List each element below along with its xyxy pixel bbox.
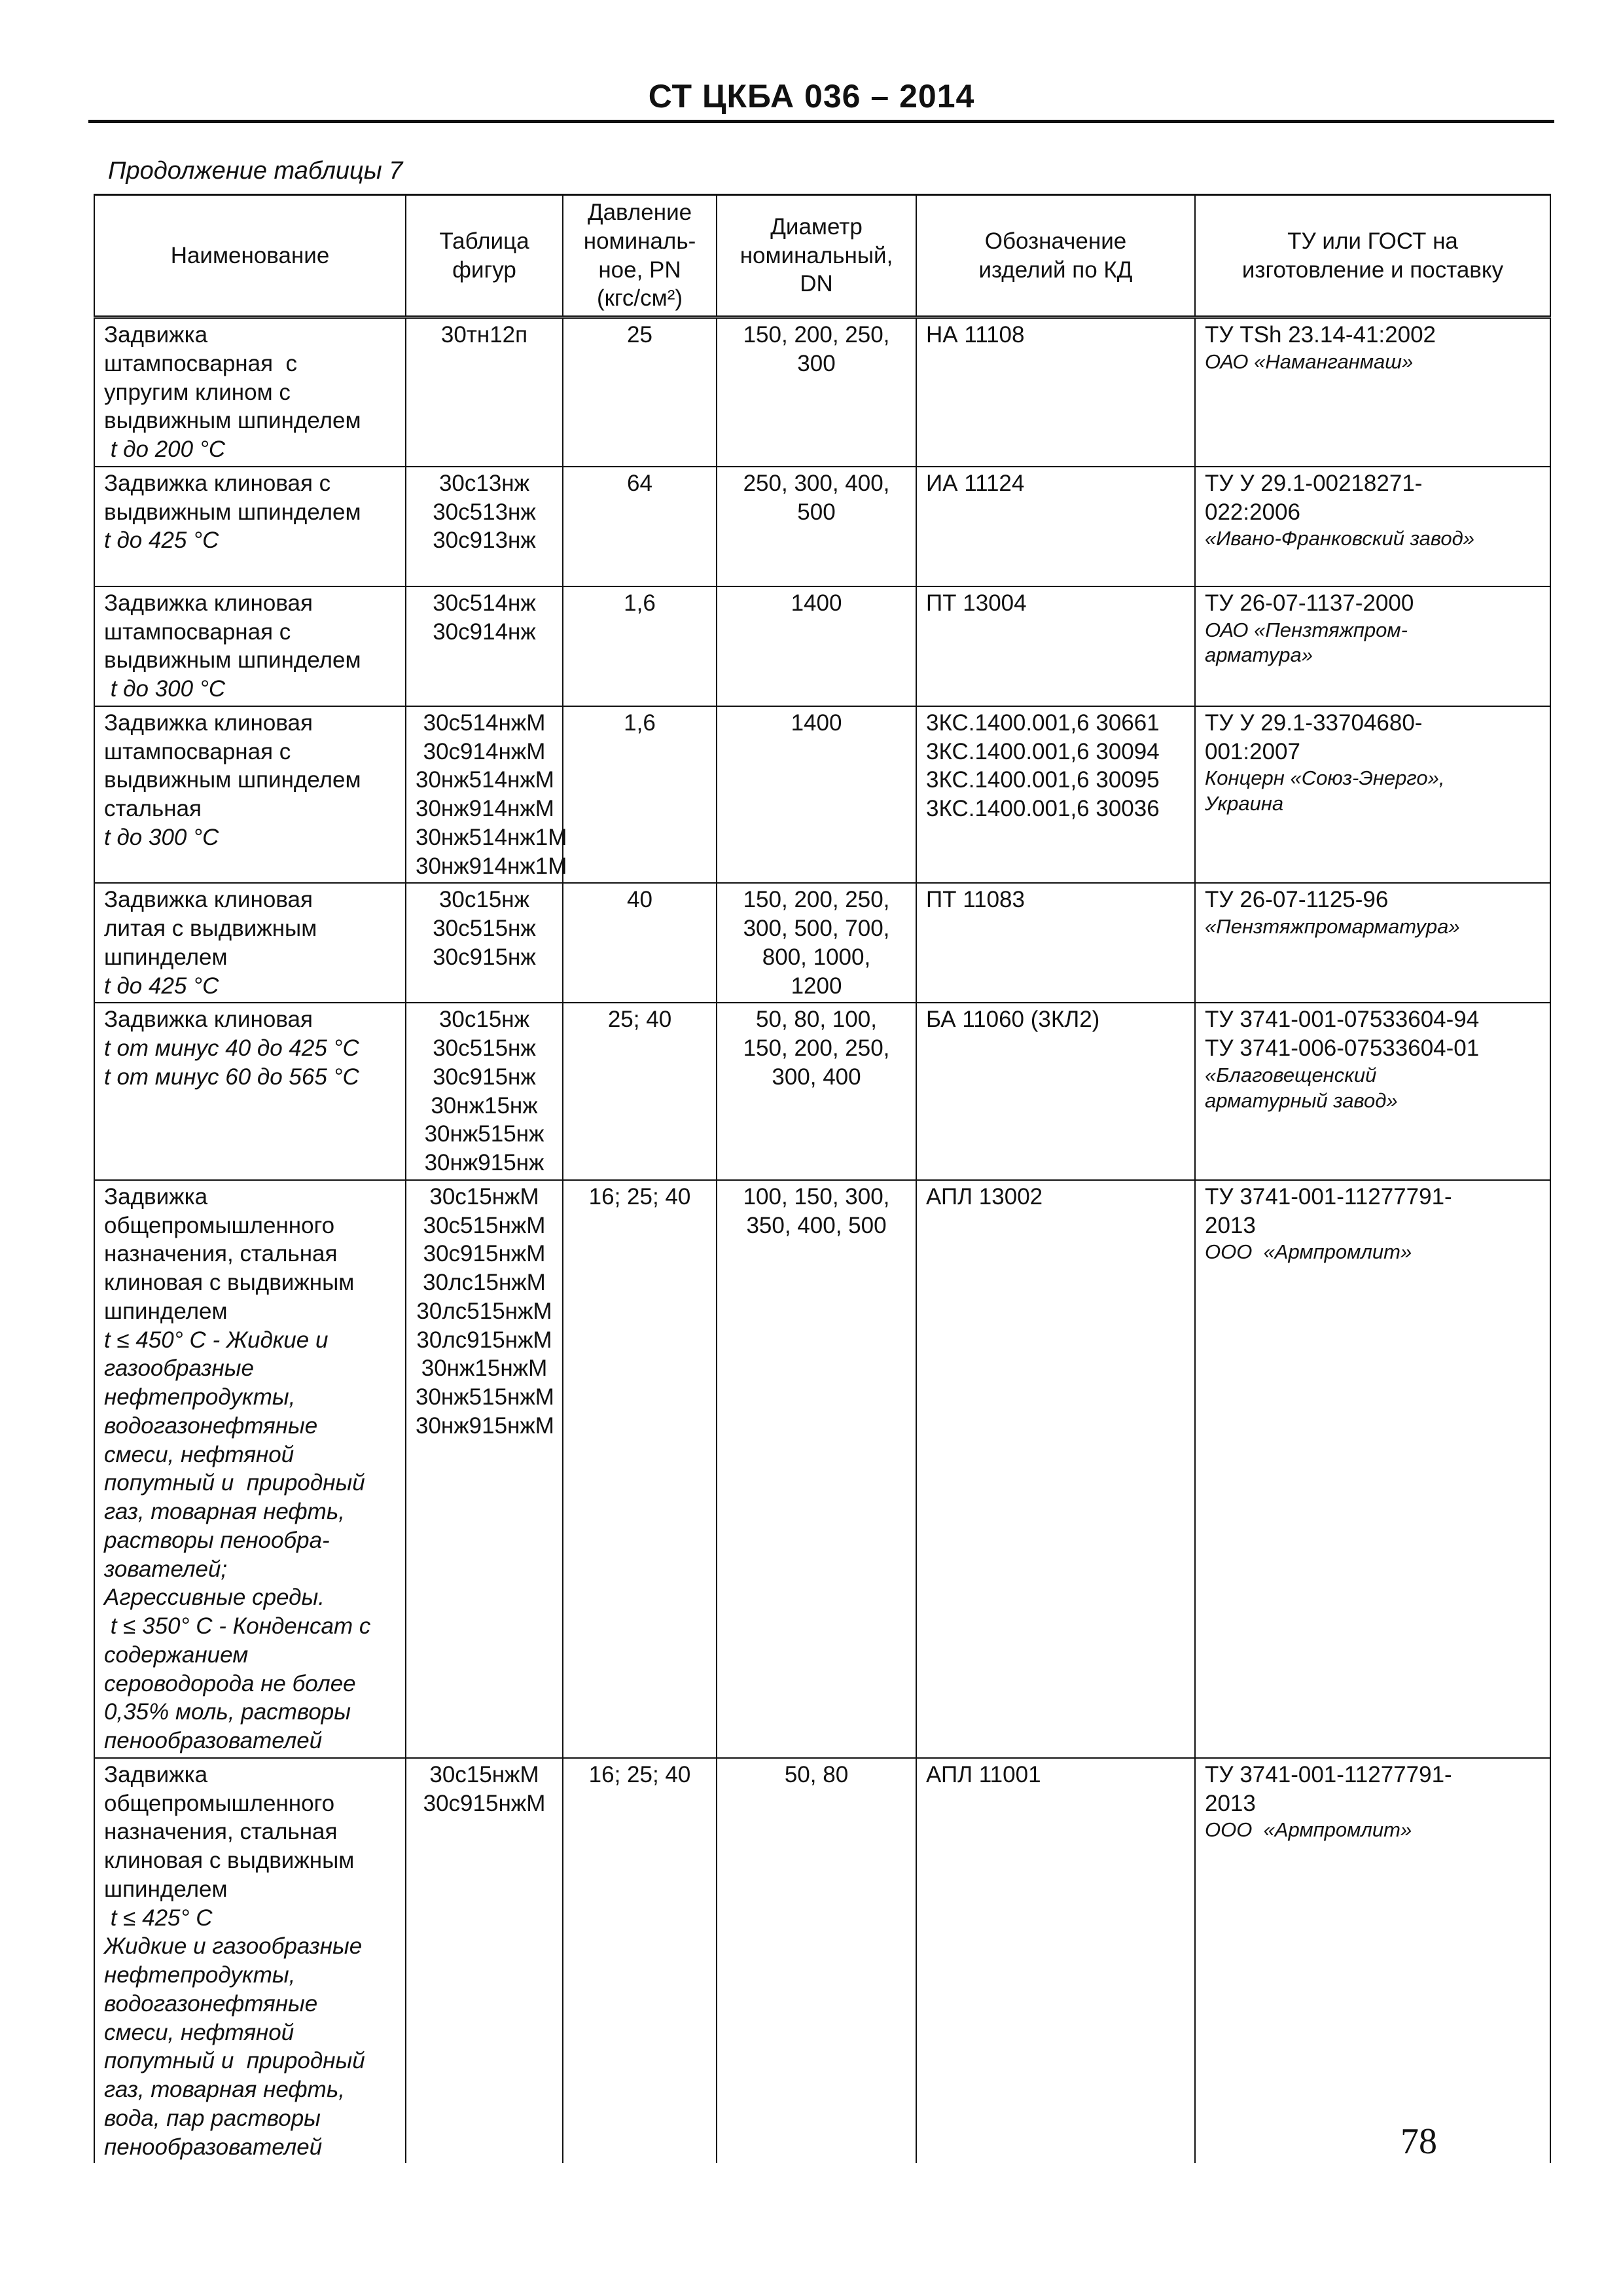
name-line: t ≤ 425° С <box>104 1905 213 1931</box>
cell-diameter <box>717 317 916 467</box>
spec-line: «Ивано-Франковский завод» <box>1205 527 1474 550</box>
header-line: Таблица <box>439 228 529 254</box>
cell-designation <box>916 883 1195 1003</box>
diameter-line: 50, 80, 100, <box>756 1007 877 1033</box>
pressure-value: 16; 25; 40 <box>588 1183 691 1210</box>
name-line: t от минус 40 до 425 °С <box>104 1035 359 1061</box>
figure-line: 30нж514нж1М <box>416 824 567 850</box>
name-line: пенообразователей <box>104 1728 323 1753</box>
name-line: попутный и природный <box>104 1470 365 1496</box>
header-line: изделий по КД <box>978 257 1133 283</box>
name-line: Задвижка <box>104 322 208 348</box>
figure-line: 30нж514нжМ <box>416 767 554 793</box>
spec-line: ТУ 3741-006-07533604-01 <box>1205 1035 1480 1061</box>
spec-line: Украина <box>1205 792 1284 815</box>
designation-line: БА 11060 (3КЛ2) <box>926 1007 1100 1033</box>
diameter-line: 1400 <box>791 709 842 736</box>
cell-designation <box>916 1758 1195 2164</box>
designation-line: 3КС.1400.001,6 30095 <box>926 767 1160 793</box>
diameter-line: 800, 1000, <box>762 944 871 970</box>
figure-line: 30с15нж <box>438 887 530 913</box>
cell-designation <box>916 1003 1195 1180</box>
name-line: t до 200 °С <box>104 437 226 462</box>
name-line: t до 425 °С <box>104 528 219 554</box>
header-line: ТУ или ГОСТ на <box>1287 228 1458 254</box>
page-number: 78 <box>1400 2121 1437 2162</box>
pressure-value: 25 <box>627 322 652 348</box>
figure-line: 30с914нжМ <box>423 738 546 764</box>
cell-name <box>94 1003 406 1180</box>
cell-pressure <box>563 317 717 467</box>
table-row <box>94 1758 1550 2164</box>
name-line: Агрессивные среды. <box>104 1585 325 1611</box>
spec-line: ООО «Армпромлит» <box>1205 1240 1412 1264</box>
figure-line: 30тн12п <box>440 322 528 348</box>
figure-line: 30лс515нжМ <box>416 1298 552 1324</box>
diameter-line: 150, 200, 250, <box>743 322 890 348</box>
table-row <box>94 1180 1550 1758</box>
cell-designation <box>916 317 1195 467</box>
cell-figures <box>406 706 567 884</box>
diameter-line: 150, 200, 250, <box>743 1035 890 1061</box>
designation-line: 3КС.1400.001,6 30094 <box>926 738 1160 764</box>
diameter-line: 300, 500, 700, <box>743 916 890 941</box>
figure-line: 30нж15нжМ <box>421 1355 548 1382</box>
spec-line: ОАО «Пензтяжпром- <box>1205 618 1408 641</box>
name-line: штампосварная с <box>104 738 291 764</box>
header-line: DN <box>800 271 833 297</box>
figure-line: 30нж515нж <box>424 1121 544 1147</box>
name-line: клиновая с выдвижным <box>104 1848 355 1873</box>
name-line: вода, пар растворы <box>104 2105 321 2131</box>
name-line: клиновая с выдвижным <box>104 1270 355 1295</box>
header-line: фигур <box>452 257 516 283</box>
name-line: газ, товарная нефть, <box>104 2077 345 2102</box>
name-line: Задвижка клиновая <box>104 887 313 913</box>
figure-line: 30с15нжМ <box>429 1761 539 1787</box>
figure-line: 30с915нжМ <box>423 1790 546 1816</box>
cell-designation <box>916 586 1195 706</box>
spec-line: 2013 <box>1205 1790 1256 1816</box>
name-line: t от минус 60 до 565 °С <box>104 1064 359 1090</box>
header-line: Диаметр <box>770 213 863 240</box>
figure-line: 30с914нж <box>433 619 536 645</box>
cell-name <box>94 706 406 884</box>
designation-line: 3КС.1400.001,6 30036 <box>926 796 1160 821</box>
name-line: t ≤ 450° С - Жидкие и <box>104 1327 329 1353</box>
designation-line: ИА 11124 <box>926 470 1025 496</box>
cell-spec <box>1195 706 1550 884</box>
cell-name <box>94 883 406 1003</box>
name-line: содержанием <box>104 1641 249 1668</box>
name-line: выдвижным шпинделем <box>104 647 361 673</box>
figure-line: 30с514нж <box>433 590 536 616</box>
header-spec <box>1195 195 1550 317</box>
figure-line: 30нж914нжМ <box>416 796 554 821</box>
cell-pressure <box>563 586 717 706</box>
figure-line: 30с915нж <box>433 944 536 970</box>
valves-table <box>94 194 1551 2163</box>
cell-figures <box>406 1180 563 1758</box>
figure-line: 30с15нж <box>438 1007 530 1033</box>
cell-figures <box>406 1003 563 1180</box>
name-line: шпинделем <box>104 1876 228 1902</box>
name-line: литая с выдвижным <box>104 916 317 941</box>
name-line: назначения, стальная <box>104 1241 338 1267</box>
name-line: штампосварная с <box>104 350 297 376</box>
diameter-line: 350, 400, 500 <box>746 1212 887 1238</box>
figure-line: 30с15нжМ <box>429 1183 539 1210</box>
diameter-line: 1400 <box>791 590 842 616</box>
cell-pressure <box>563 1758 717 2164</box>
name-line: шпинделем <box>104 1298 228 1324</box>
header-line: изготовление и поставку <box>1241 257 1504 283</box>
diameter-line: 50, 80 <box>784 1761 849 1787</box>
cell-designation <box>916 467 1195 586</box>
name-line: t ≤ 350° С - Конденсат с <box>104 1613 371 1639</box>
spec-line: ТУ У 29.1-00218271- <box>1205 470 1423 496</box>
name-line: Задвижка клиновая <box>104 709 313 736</box>
designation-line: ПТ 13004 <box>926 590 1027 616</box>
cell-diameter <box>717 467 916 586</box>
name-line: 0,35% моль, растворы <box>104 1699 351 1725</box>
spec-line: ТУ 26-07-1125-96 <box>1205 887 1389 913</box>
name-line: стальная <box>104 796 202 821</box>
name-line: нефтепродукты, <box>104 1962 296 1988</box>
spec-line: ТУ 3741-001-11277791- <box>1205 1183 1452 1210</box>
spec-line: Концерн «Союз-Энерго», <box>1205 766 1445 790</box>
cell-name <box>94 586 406 706</box>
cell-diameter <box>717 586 916 706</box>
header-designation <box>916 195 1195 317</box>
header-diameter <box>717 195 916 317</box>
name-line: водогазонефтяные <box>104 1990 318 2017</box>
cell-designation <box>916 706 1195 884</box>
figure-line: 30с514нжМ <box>423 709 546 736</box>
cell-diameter <box>717 1180 916 1758</box>
name-line: t до 300 °С <box>104 824 219 850</box>
cell-designation <box>916 1180 1195 1758</box>
figure-line: 30с913нж <box>433 528 536 554</box>
diameter-line: 150, 200, 250, <box>743 887 890 913</box>
spec-line: 022:2006 <box>1205 499 1300 525</box>
spec-line: ООО «Армпромлит» <box>1205 1818 1412 1842</box>
cell-diameter <box>717 883 916 1003</box>
name-line: общепромышленного <box>104 1212 335 1238</box>
cell-spec <box>1195 1003 1550 1180</box>
designation-line: АПЛ 13002 <box>926 1183 1043 1210</box>
spec-line: ТУ TSh 23.14-41:2002 <box>1205 322 1436 348</box>
spec-line: 001:2007 <box>1205 738 1300 764</box>
cell-spec <box>1195 1758 1550 2164</box>
name-line: водогазонефтяные <box>104 1412 318 1439</box>
name-line <box>104 555 396 584</box>
table-continuation-caption: Продолжение таблицы 7 <box>108 157 403 185</box>
diameter-line: 500 <box>797 499 836 525</box>
name-line: Жидкие и газообразные <box>104 1933 363 1960</box>
figure-line: 30нж15нж <box>431 1092 538 1119</box>
name-line: растворы пенообра- <box>104 1527 330 1553</box>
spec-line: «Благовещенский <box>1205 1063 1377 1086</box>
header-line: номинальный, <box>740 242 893 268</box>
figure-line: 30лс915нжМ <box>416 1327 552 1353</box>
name-line: пенообразователей <box>104 2134 323 2160</box>
header-figures <box>406 195 563 317</box>
table-row <box>94 706 1550 884</box>
figure-line: 30с515нжМ <box>423 1212 546 1238</box>
figure-line: 30нж915нж <box>424 1150 544 1175</box>
cell-pressure <box>563 1180 717 1758</box>
spec-line: ТУ 26-07-1137-2000 <box>1205 590 1414 616</box>
cell-diameter <box>717 1003 916 1180</box>
table-row <box>94 467 1550 586</box>
cell-name <box>94 317 406 467</box>
cell-figures <box>406 883 563 1003</box>
diameter-line: 300, 400 <box>772 1064 861 1090</box>
name-line: нефтепродукты, <box>104 1384 296 1410</box>
name-line: попутный и природный <box>104 2048 365 2074</box>
spec-line: 2013 <box>1205 1212 1256 1238</box>
name-line: общепромышленного <box>104 1790 335 1816</box>
document-code-header: СТ ЦКБА 036 – 2014 <box>648 78 975 115</box>
spec-line: арматурный завод» <box>1205 1088 1398 1112</box>
diameter-line: 300 <box>797 350 836 376</box>
cell-pressure <box>563 1003 717 1180</box>
name-line: упругим клином с <box>104 379 291 405</box>
name-line: штампосварная с <box>104 619 291 645</box>
figure-line: 30с515нж <box>433 916 536 941</box>
figure-line: 30с13нж <box>438 470 530 496</box>
name-line: Задвижка <box>104 1183 208 1210</box>
pressure-value: 1,6 <box>624 709 656 736</box>
cell-spec <box>1195 317 1550 467</box>
spec-line: ТУ 3741-001-11277791- <box>1205 1761 1452 1787</box>
cell-pressure <box>563 467 717 586</box>
name-line: выдвижным шпинделем <box>104 408 361 434</box>
designation-line: ПТ 11083 <box>926 887 1025 913</box>
name-line: t до 300 °С <box>104 676 226 702</box>
header-name <box>94 195 406 317</box>
name-line: выдвижным шпинделем <box>104 499 361 525</box>
name-line: газ, товарная нефть, <box>104 1499 345 1524</box>
table-body <box>94 317 1550 2164</box>
figure-line: 30с915нж <box>433 1064 536 1090</box>
designation-line: АПЛ 11001 <box>926 1761 1041 1787</box>
figure-line: 30с515нж <box>433 1035 536 1061</box>
pressure-value: 25; 40 <box>607 1007 672 1033</box>
name-line: Задвижка клиновая <box>104 590 313 616</box>
name-line: Задвижка <box>104 1761 208 1787</box>
table-row <box>94 883 1550 1003</box>
pressure-value: 40 <box>627 887 652 913</box>
name-line: зователей; <box>104 1556 228 1582</box>
header-line: номиналь- <box>583 228 696 254</box>
diameter-line: 100, 150, 300, <box>743 1183 890 1210</box>
header-line: ное, PN <box>598 257 681 283</box>
pressure-value: 1,6 <box>624 590 656 616</box>
spec-line: ТУ У 29.1-33704680- <box>1205 709 1423 736</box>
header-line: (кгс/см²) <box>596 285 683 312</box>
designation-line: НА 11108 <box>926 322 1025 348</box>
cell-spec <box>1195 586 1550 706</box>
cell-figures <box>406 586 563 706</box>
cell-name <box>94 1758 406 2164</box>
pressure-value: 64 <box>627 470 652 496</box>
cell-name <box>94 467 406 586</box>
cell-diameter <box>717 706 916 884</box>
header-rule <box>88 120 1554 123</box>
cell-spec <box>1195 1180 1550 1758</box>
table-row <box>94 317 1550 467</box>
figure-line: 30с513нж <box>433 499 536 525</box>
cell-pressure <box>563 706 717 884</box>
figure-line: 30с915нжМ <box>423 1241 546 1267</box>
name-line: смеси, нефтяной <box>104 1441 294 1467</box>
cell-spec <box>1195 883 1550 1003</box>
cell-figures <box>406 1758 563 2164</box>
name-line: шпинделем <box>104 944 228 970</box>
diameter-line: 250, 300, 400, <box>743 470 890 496</box>
table-header-row <box>94 195 1550 317</box>
name-line: выдвижным шпинделем <box>104 767 361 793</box>
table-row <box>94 586 1550 706</box>
header-pressure <box>563 195 717 317</box>
header-line: Обозначение <box>984 228 1127 254</box>
diameter-line: 1200 <box>791 973 842 999</box>
header-line: Наименование <box>170 242 330 268</box>
cell-figures <box>406 317 563 467</box>
header-line: Давление <box>587 200 692 225</box>
designation-line: 3КС.1400.001,6 30661 <box>926 709 1160 736</box>
table-row <box>94 1003 1550 1180</box>
cell-pressure <box>563 883 717 1003</box>
cell-figures <box>406 467 563 586</box>
name-line: t до 425 °С <box>104 973 219 999</box>
spec-line: арматура» <box>1205 643 1313 667</box>
figure-line: 30лс15нжМ <box>423 1270 546 1295</box>
cell-spec <box>1195 467 1550 586</box>
name-line: Задвижка клиновая с <box>104 470 331 496</box>
figure-line: 30нж915нжМ <box>416 1412 554 1439</box>
figure-line: 30нж515нжМ <box>416 1384 554 1410</box>
cell-diameter <box>717 1758 916 2164</box>
figure-line: 30нж914нж1М <box>416 853 567 879</box>
name-line: назначения, стальная <box>104 1819 338 1845</box>
pressure-value: 16; 25; 40 <box>588 1761 691 1787</box>
spec-line: ТУ 3741-001-07533604-94 <box>1205 1007 1480 1033</box>
name-line: Задвижка клиновая <box>104 1007 313 1033</box>
name-line: сероводорода не более <box>104 1670 356 1696</box>
name-line: смеси, нефтяной <box>104 2019 294 2045</box>
name-line: газообразные <box>104 1355 254 1382</box>
spec-line: «Пензтяжпромарматура» <box>1205 915 1460 938</box>
spec-line: ОАО «Наманганмаш» <box>1205 350 1414 373</box>
cell-name <box>94 1180 406 1758</box>
